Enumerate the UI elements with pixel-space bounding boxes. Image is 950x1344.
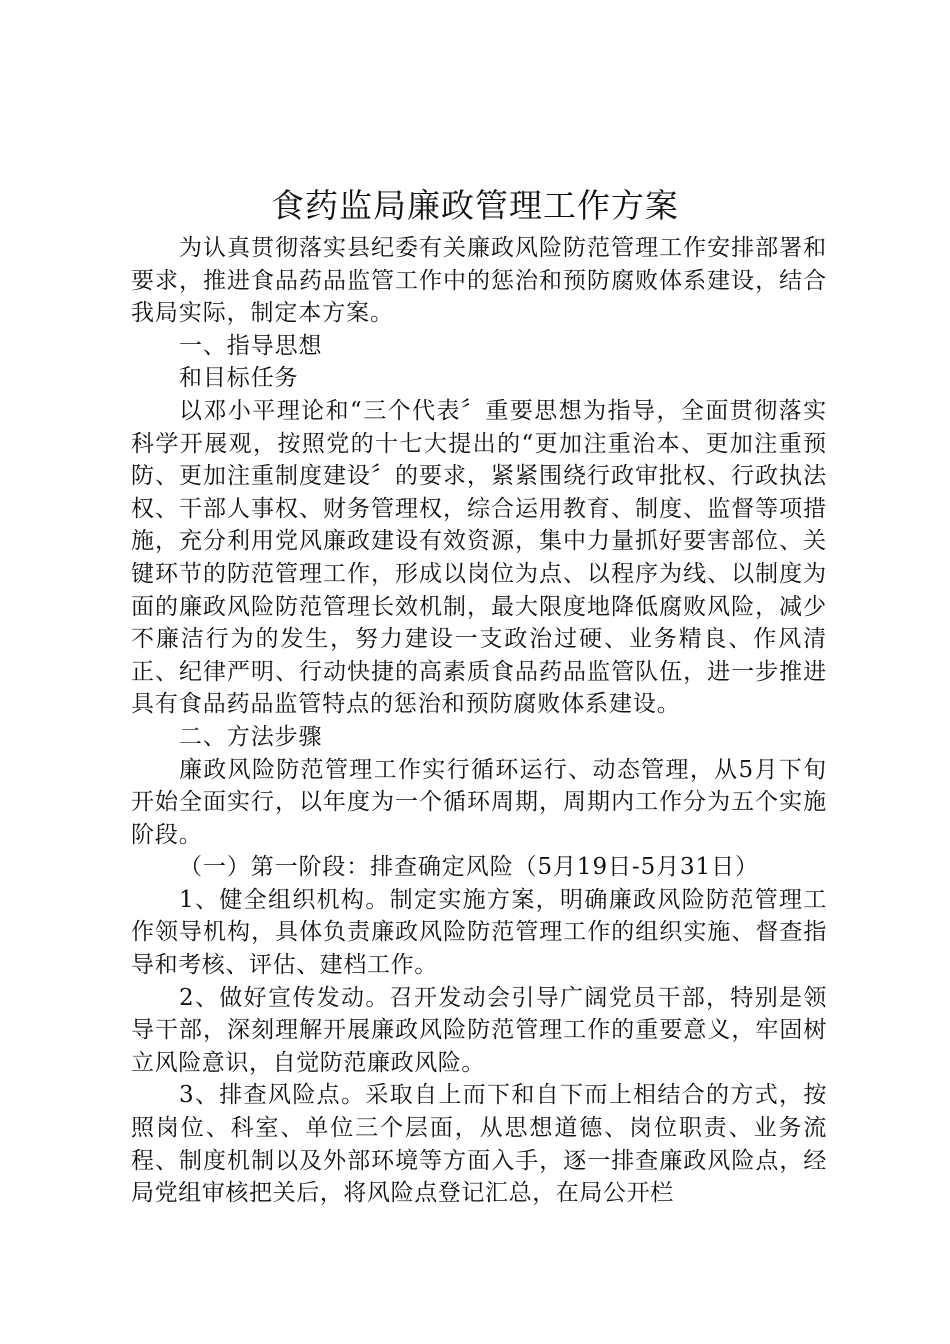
step-3-paragraph: 3、排查风险点。采取自上而下和自下而上相结合的方式，按照岗位、科室、单位三个层面，从思想道德、岗位职责、业务流程、制度机制以及外部环境等方面入手，逐一排查廉政风险点，经局党组审核把关后，将风险点登记汇总，在局公开栏 [131, 1082, 827, 1207]
document-body [131, 232, 827, 1210]
step-1-paragraph: 1、健全组织机构。制定实施方案，明确廉政风险防范管理工作领导机构，具体负责廉政风险防范管理工作的组织实施、督查指导和考核、评估、建档工作。 [131, 886, 827, 979]
intro-paragraph: 为认真贯彻落实县纪委有关廉政风险防范管理工作安排部署和要求，推进食品药品监管工作中的惩治和预防腐败体系建设，结合我局实际，制定本方案。 [131, 235, 827, 327]
method-paragraph: 廉政风险防范管理工作实行循环运行、动态管理，从5月下旬开始全面实行，以年度为一个循环周期，周期内工作分为五个实施阶段。 [131, 756, 827, 848]
section-heading-1: 一、指导思想 [179, 332, 323, 359]
section-heading-1-continued: 和目标任务 [179, 365, 299, 392]
step-2-paragraph: 2、做好宣传发动。召开发动会引导广阔党员干部，特别是领导干部，深刻理解开展廉政风险防范管理工作的重要意义，牢固树立风险意识，自觉防范廉政风险。 [131, 984, 827, 1076]
guiding-thought-paragraph: 以邓小平理论和“三个代表〞重要思想为指导，全面贯彻落实科学开展观，按照党的十七大提出的“更加注重治本、更加注重预防、更加注重制度建设〞的要求，紧紧围绕行政审批权、行政执法权、干部人事权、财务管理权，综合运用教育、制度、监督等项措施，充分利用党风廉政建设有效资源，集中力量抓好要害部位、关键环节的防范管理工作，形成以岗位为点、以程序为线、以制度为面的廉政风险防范管理长效机制，最大限度地降低腐败风险，减少不廉洁行为的发生，努力建设一支政治过硬、业务精良、作风清正、纪律严明、行动快捷的高素质食品药品监管队伍，进一步推进具有食品药品监管特点的惩治和预防腐败体系建设。 [131, 397, 827, 718]
document-title: 食药监局廉政管理工作方案 [271, 186, 679, 225]
phase-one-heading: （一）第一阶段：排查确定风险（5月19日-5月31日） [179, 854, 759, 881]
section-heading-2: 二、方法步骤 [179, 723, 323, 750]
